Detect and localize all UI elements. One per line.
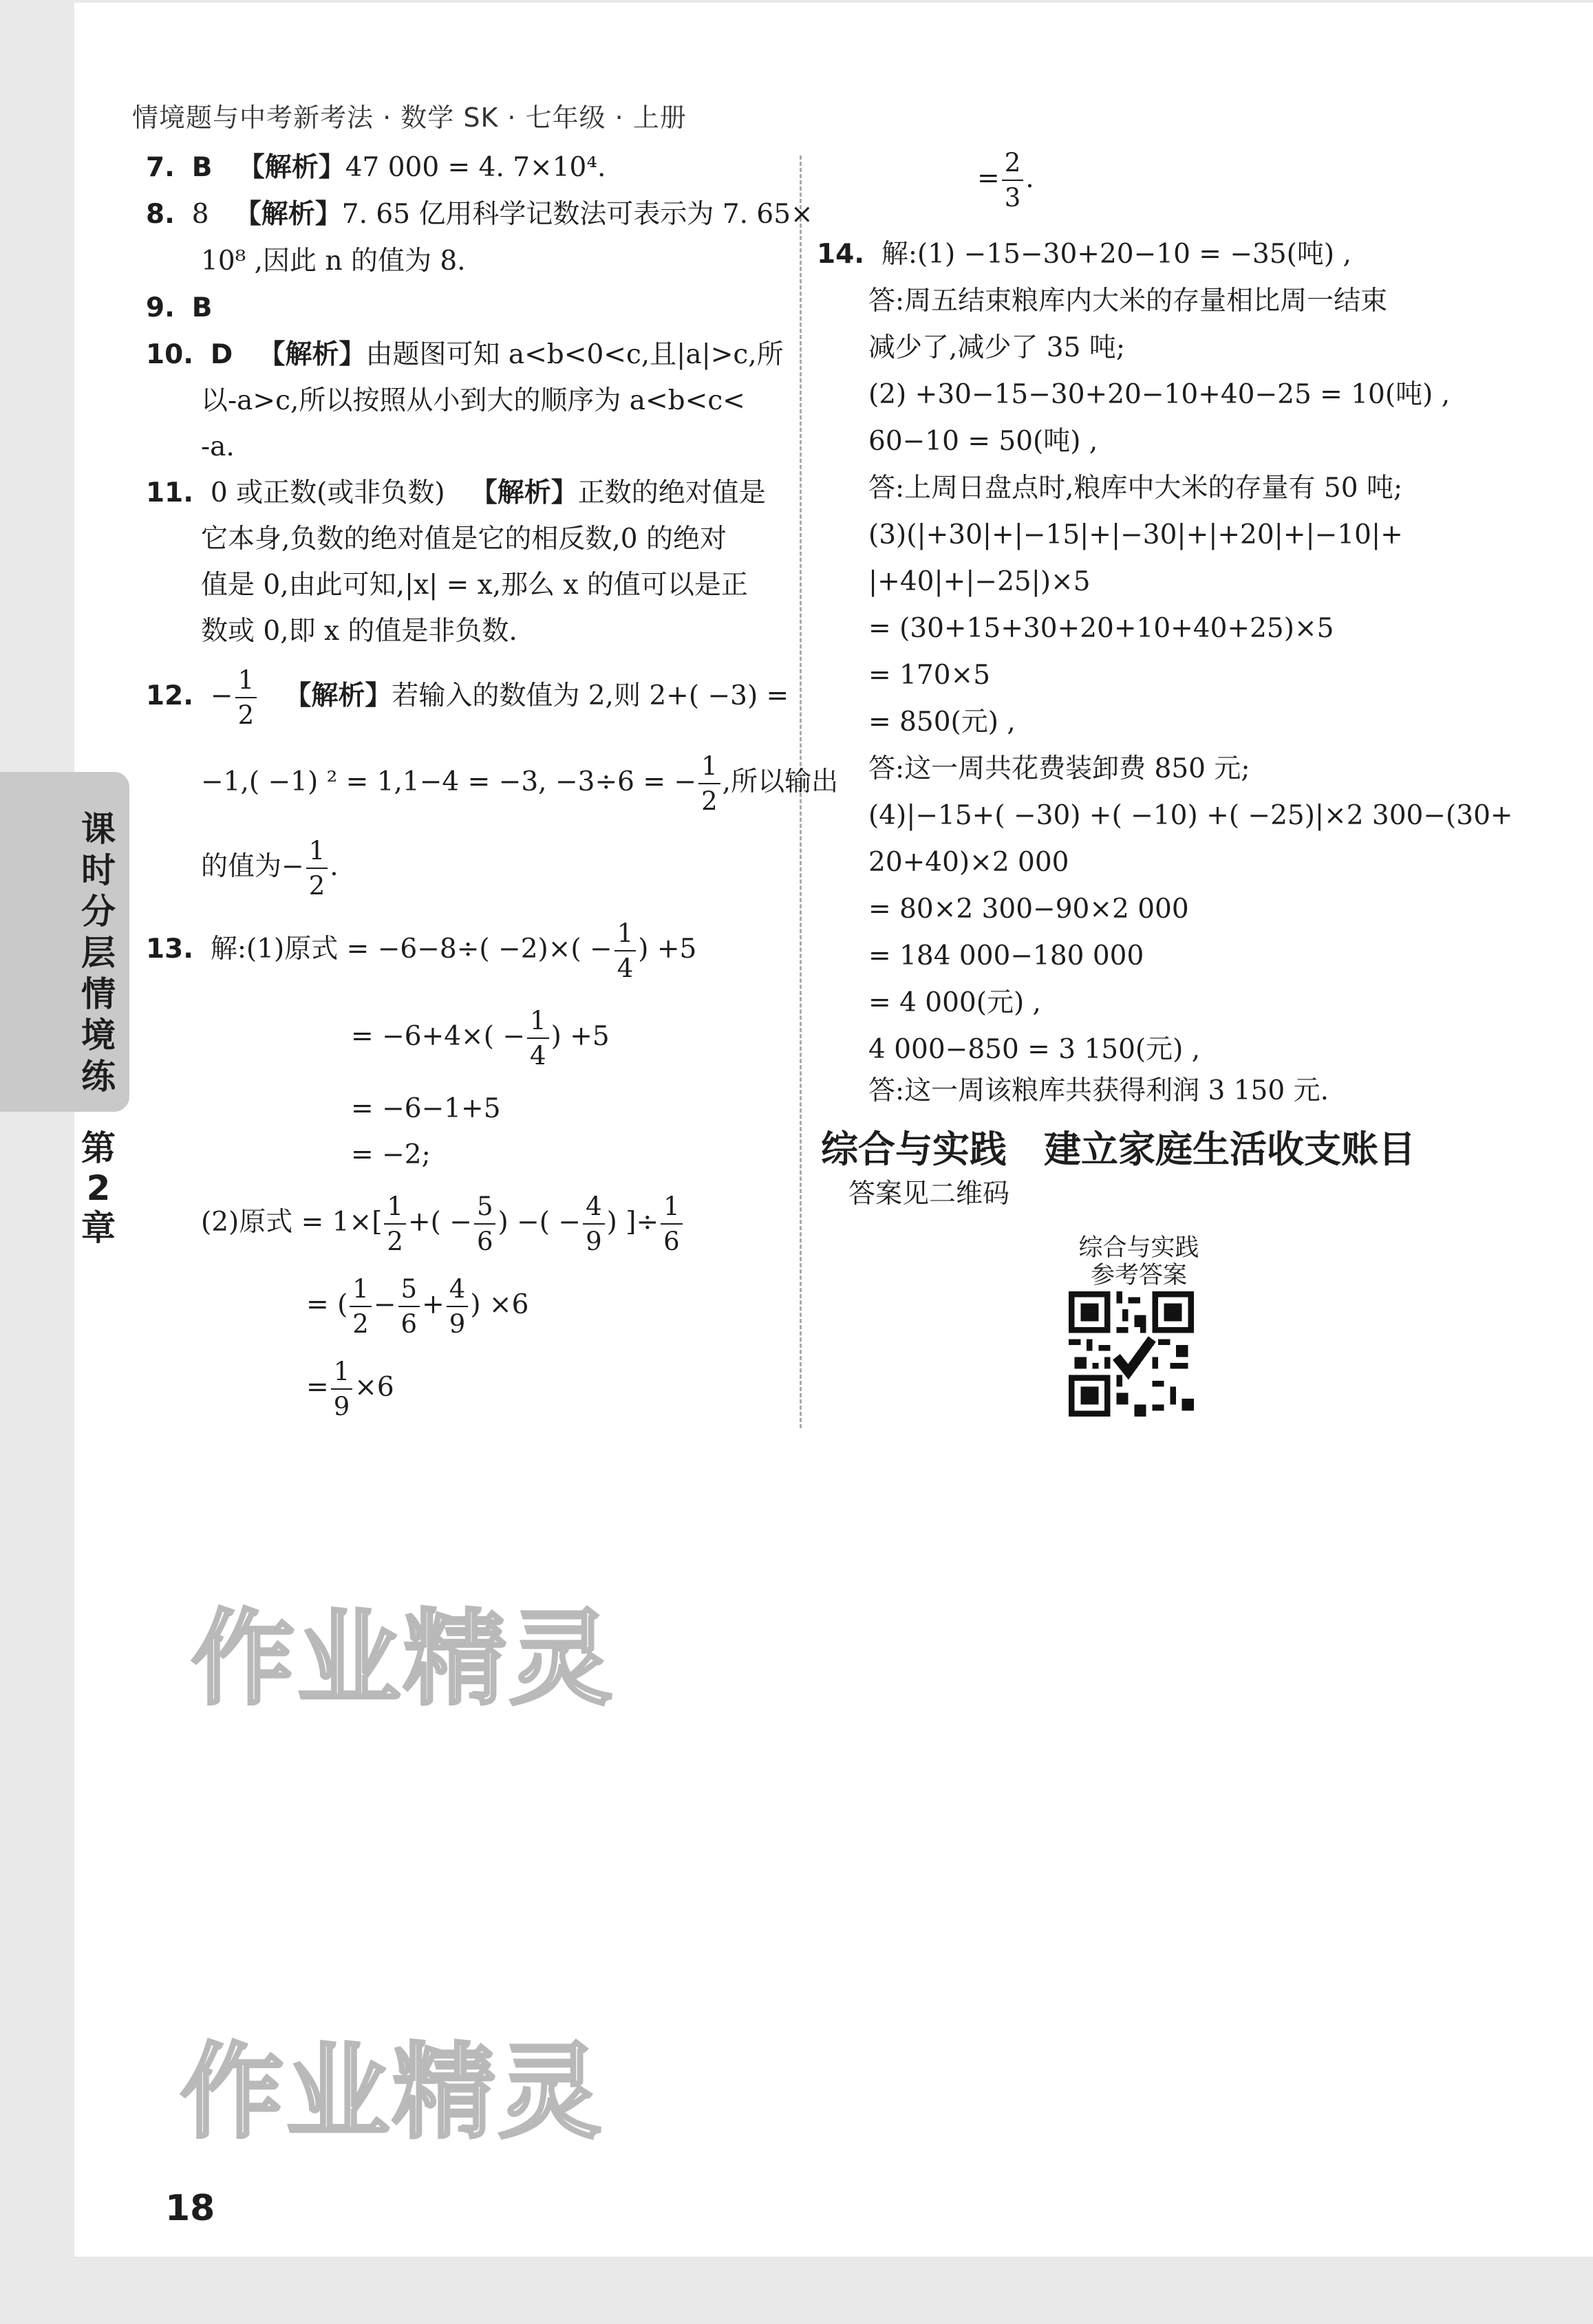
q14-line: = 170×5	[868, 660, 991, 691]
question-12: 12. − $\frac{1}{2}$ 【解析】若输入的数值为 2,则 2+( −3) =	[146, 665, 789, 730]
question-11-line2: 它本身,负数的绝对值是它的相反数,0 的绝对	[201, 524, 727, 555]
q14-line: (4)|−15+( −30) +( −10) +( −25)|×2 300−(30+	[868, 800, 1513, 831]
practice-section-title: 综合与实践 建立家庭生活收支账目	[821, 1128, 1415, 1171]
fraction: $\frac{1}{2}$	[235, 667, 257, 728]
q14-line: = (30+15+30+20+10+40+25)×5	[868, 613, 1334, 644]
question-8: 8. 8 【解析】7. 65 亿用科学记数法可表示为 7. 65×	[146, 199, 813, 230]
q13-part2-result: = $\frac{2}{3}$ .	[977, 148, 1034, 213]
qr-caption-1: 综合与实践	[1078, 1234, 1199, 1262]
fraction: $\frac{1}{6}$	[661, 1194, 683, 1254]
fraction: $\frac{1}{2}$	[350, 1276, 372, 1337]
q14-line: 答:这一周该粮库共获得利润 3 150 元.	[868, 1075, 1329, 1106]
q14-line: 答:周五结束粮库内大米的存量相比周一结束	[868, 286, 1388, 316]
q13-step2: = −6+4×( − $\frac{1}{4}$ ) +5	[351, 1006, 610, 1070]
question-9: 9. B	[146, 292, 213, 323]
fraction: $\frac{2}{3}$	[1002, 150, 1024, 211]
fraction: $\frac{1}{2}$	[698, 753, 720, 814]
q14-line: 答:上周日盘点时,粮库中大米的存量有 50 吨;	[868, 473, 1403, 504]
q13-step3: = −6−1+5	[351, 1093, 501, 1124]
page-number: 18	[165, 2188, 215, 2229]
q14-line: (3)(|+30|+|−15|+|−30|+|+20|+|−10|+	[868, 519, 1403, 550]
q14-line: 60−10 = 50(吨) ,	[868, 426, 1098, 457]
fraction: $\frac{1}{4}$	[527, 1008, 549, 1068]
fraction: $\frac{1}{4}$	[614, 921, 637, 981]
q13-step4: = −2;	[351, 1139, 431, 1170]
fraction: $\frac{1}{2}$	[384, 1194, 406, 1254]
q14-line: |+40|+|−25|)×5	[868, 566, 1091, 597]
fraction: $\frac{1}{9}$	[331, 1359, 353, 1419]
practice-note: 答案见二维码	[848, 1179, 1010, 1209]
question-12-line3: 的值为− $\frac{1}{2}$ .	[201, 836, 339, 901]
q14-line: (2) +30−15−30+20−10+40−25 = 10(吨) ,	[868, 379, 1451, 410]
question-8-line2: 10⁸ ,因此 n 的值为 8.	[201, 246, 466, 277]
q14-line: = 184 000−180 000	[868, 940, 1144, 971]
q13-part2-step3: = $\frac{1}{9}$ ×6	[306, 1357, 394, 1421]
side-tab-label: 课时分层情境练	[81, 809, 116, 1097]
q14-line: 20+40)×2 000	[868, 847, 1069, 878]
fraction: $\frac{4}{9}$	[447, 1276, 469, 1337]
question-7: 7. B 【解析】47 000 = 4. 7×10⁴.	[146, 152, 606, 183]
q14-line: 减少了,减少了 35 吨;	[868, 332, 1125, 363]
question-10-line3: -a.	[201, 431, 235, 462]
qr-caption-2: 参考答案	[1090, 1262, 1187, 1289]
question-11: 11. 0 或正数(或非负数) 【解析】正数的绝对值是	[146, 477, 766, 508]
q14-line: 4 000−850 = 3 150(元) ,	[868, 1034, 1201, 1065]
q14-line: 答:这一周共花费装卸费 850 元;	[868, 753, 1250, 784]
question-11-line4: 数或 0,即 x 的值是非负数.	[201, 616, 517, 647]
qr-code-icon[interactable]	[1069, 1291, 1194, 1417]
fraction: $\frac{5}{6}$	[398, 1276, 420, 1337]
question-12-line2: −1,( −1) ² = 1,1−4 = −3, −3÷6 = − $\frac{1}{2}$ ,所以输出	[201, 751, 839, 816]
q13-part2: (2)原式 = 1×[ $\frac{1}{2}$ +( − $\frac{5}{6}$ ) −( − $\frac{4}{9}$ ) ]÷ $\frac{1}{6}$	[201, 1194, 685, 1254]
question-13: 13. 解:(1)原式 = −6−8÷( −2)×( − $\frac{1}{4}$ ) +5	[146, 918, 697, 983]
watermark: 作业精灵	[191, 1600, 616, 1719]
question-10-line2: 以-a>c,所以按照从小到大的顺序为 a<b<c<	[201, 385, 745, 416]
fraction: $\frac{1}{2}$	[306, 838, 328, 899]
watermark: 作业精灵	[180, 2033, 605, 2153]
question-11-line3: 值是 0,由此可知,|x| = x,那么 x 的值可以是正	[201, 570, 748, 601]
q14-line: = 4 000(元) ,	[868, 987, 1041, 1018]
page-header: 情境题与中考新考法 · 数学 SK · 七年级 · 上册	[132, 103, 687, 133]
question-14: 14. 解:(1) −15−30+20−10 = −35(吨) ,	[817, 239, 1351, 270]
q14-line: = 80×2 300−90×2 000	[868, 894, 1189, 925]
q13-part2-step2: = ( $\frac{1}{2}$ − $\frac{5}{6}$ + $\frac{4}{9}$ ) ×6	[306, 1274, 529, 1339]
fraction: $\frac{5}{6}$	[474, 1194, 496, 1254]
question-10: 10. D 【解析】由题图可知 a<b<0<c,且|a|>c,所	[146, 339, 784, 370]
chapter-label: 第2章	[81, 1128, 116, 1248]
fraction: $\frac{4}{9}$	[583, 1194, 605, 1254]
q14-line: = 850(元) ,	[868, 707, 1016, 738]
